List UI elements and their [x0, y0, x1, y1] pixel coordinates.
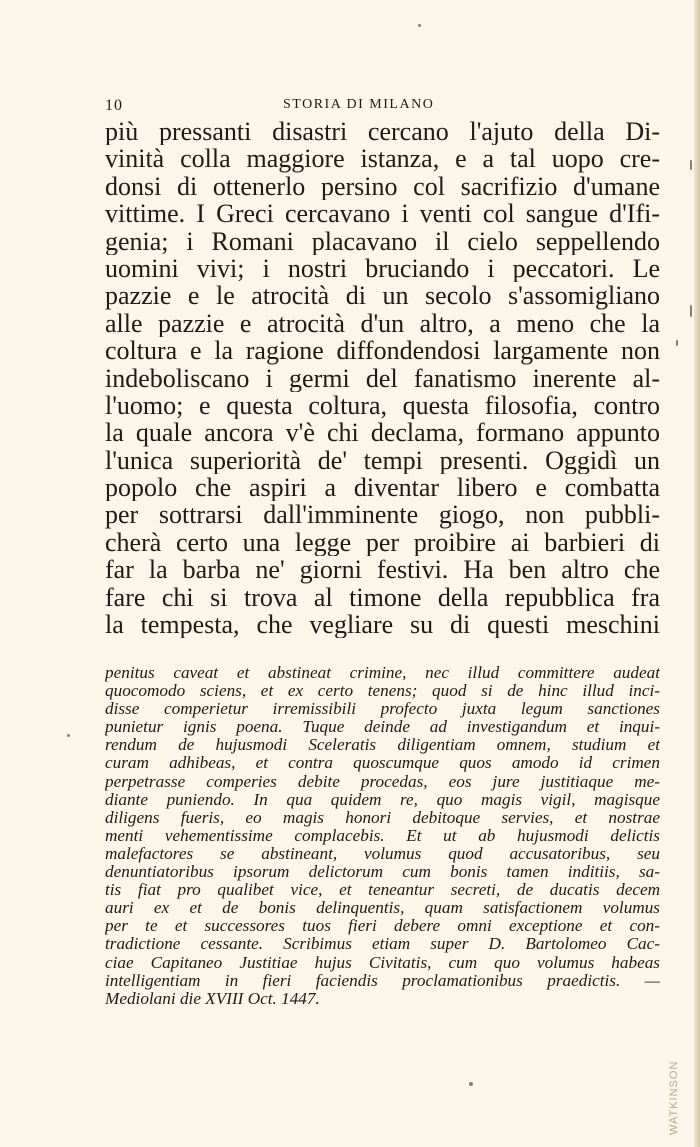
- footnote-line: malefactores se abstineant, volumus quod accusatoribus, seu: [105, 844, 660, 863]
- footnote-line: tradictione cessante. Scribimus etiam super D. Bartolomeo Cac-: [105, 935, 660, 954]
- text-line: cherà certo una legge per proibire ai barbieri di: [105, 528, 660, 557]
- footnote-line: penitus caveat et abstineat crimine, nec illud committere audeat: [105, 664, 660, 682]
- text-line: più pressanti disastri cercano l'ajuto della Di-: [105, 118, 660, 146]
- footnote-line: diligens fueris, eo magis honori debitoque servies, et nostrae: [105, 808, 660, 827]
- footnote-line: ciae Capitaneo Justitiae hujus Civitatis, cum quo volumus habeas: [105, 953, 660, 972]
- text-line: coltura e la ragione diffondendosi largamente non: [105, 337, 660, 365]
- footnote-line: quocomodo sciens, et ex certo tenens; quod si de hinc illud inci-: [105, 682, 660, 701]
- text-line: per sottrarsi dall'imminente giogo, non pubbli-: [105, 501, 660, 529]
- text-line: genia; i Romani placavano il cielo seppellendo: [105, 227, 660, 255]
- text-line: popolo che aspiri a diventar libero e combatta: [105, 474, 660, 502]
- running-title: STORIA DI MILANO: [283, 97, 435, 112]
- text-line: la tempesta, che vegliare su di questi meschini: [105, 611, 660, 639]
- ink-speck: [690, 160, 692, 170]
- footnote-line: Mediolani die XVIII Oct. 1447.: [105, 989, 320, 1008]
- footnote-line: denuntiatoribus ipsorum delictorum cum bonis tamen inditiis, sa-: [105, 863, 660, 882]
- text-line: fare chi si trova al timone della repubblica fra: [105, 583, 660, 612]
- text-line: uomini vivi; i nostri bruciando i peccatori. Le: [105, 254, 660, 283]
- footnote-line: perpetrasse comperies debite procedas, eos jure justitiaque me-: [105, 772, 660, 791]
- footnote-line: auri ex et de bonis delinquentis, quam satisfactionem volumus: [105, 899, 660, 918]
- text-line: pazzie e le atrocità di un secolo s'assomigliano: [105, 282, 660, 310]
- text-line: l'unica superiorità de' tempi presenti. Oggidì un: [105, 446, 660, 475]
- footnote-line: menti vehementissime complacebis. Et ut ab hujusmodi delictis: [105, 826, 660, 845]
- page-number: 10: [105, 97, 123, 114]
- footnote-line: per te et successores tuos fieri debere omni exceptione et con-: [105, 917, 660, 936]
- running-header: [105, 97, 665, 119]
- text-line: vinità colla maggiore istanza, e a tal uopo cre-: [105, 145, 660, 173]
- text-line: indeboliscano i germi del fanatismo inerente al-: [105, 364, 660, 392]
- ink-speck: [67, 734, 70, 737]
- footnote-line: disse comperietur irremissibili profecto juxta legum sanctiones: [105, 700, 660, 719]
- text-line: alle pazzie e atrocità d'un altro, a meno che la: [105, 309, 660, 338]
- text-line: la quale ancora v'è chi declama, formano appunto: [105, 419, 660, 447]
- footnote-line: rendum de hujusmodi Sceleratis diligentiam omnem, studium et: [105, 736, 660, 755]
- footnote-line: punietur ignis poena. Tuque deinde ad investigandum et inqui-: [105, 718, 660, 737]
- text-line: vittime. I Greci cercavano i venti col sangue d'Ifi-: [105, 200, 660, 228]
- library-stamp: WATKINSON: [668, 1060, 680, 1135]
- text-line: l'uomo; e questa coltura, questa filosofia, contro: [105, 391, 660, 420]
- footnote-line: intelligentiam in fieri faciendis proclamationibus praedictis. —: [105, 971, 660, 990]
- main-text: [105, 118, 660, 638]
- footnote-line: curam adhibeas, et contra quoscumque quos amodo id crimen: [105, 754, 660, 773]
- footnote-line: diante puniendo. In qua quidem re, quo magis vigil, magisque: [105, 790, 660, 809]
- text-line: far la barba ne' giorni festivi. Ha ben altro che: [105, 556, 660, 584]
- ink-speck: [690, 305, 692, 317]
- footnote: [105, 664, 660, 1008]
- ink-speck: [676, 340, 678, 346]
- ink-speck: [418, 24, 421, 27]
- ink-speck: [469, 1082, 473, 1086]
- page-edge: [694, 0, 700, 1147]
- footnote-line: tis fiat pro qualibet vice, et teneantur secreti, de ducatis decem: [105, 881, 660, 900]
- text-line: donsi di ottenerlo persino col sacrifizio d'umane: [105, 172, 660, 201]
